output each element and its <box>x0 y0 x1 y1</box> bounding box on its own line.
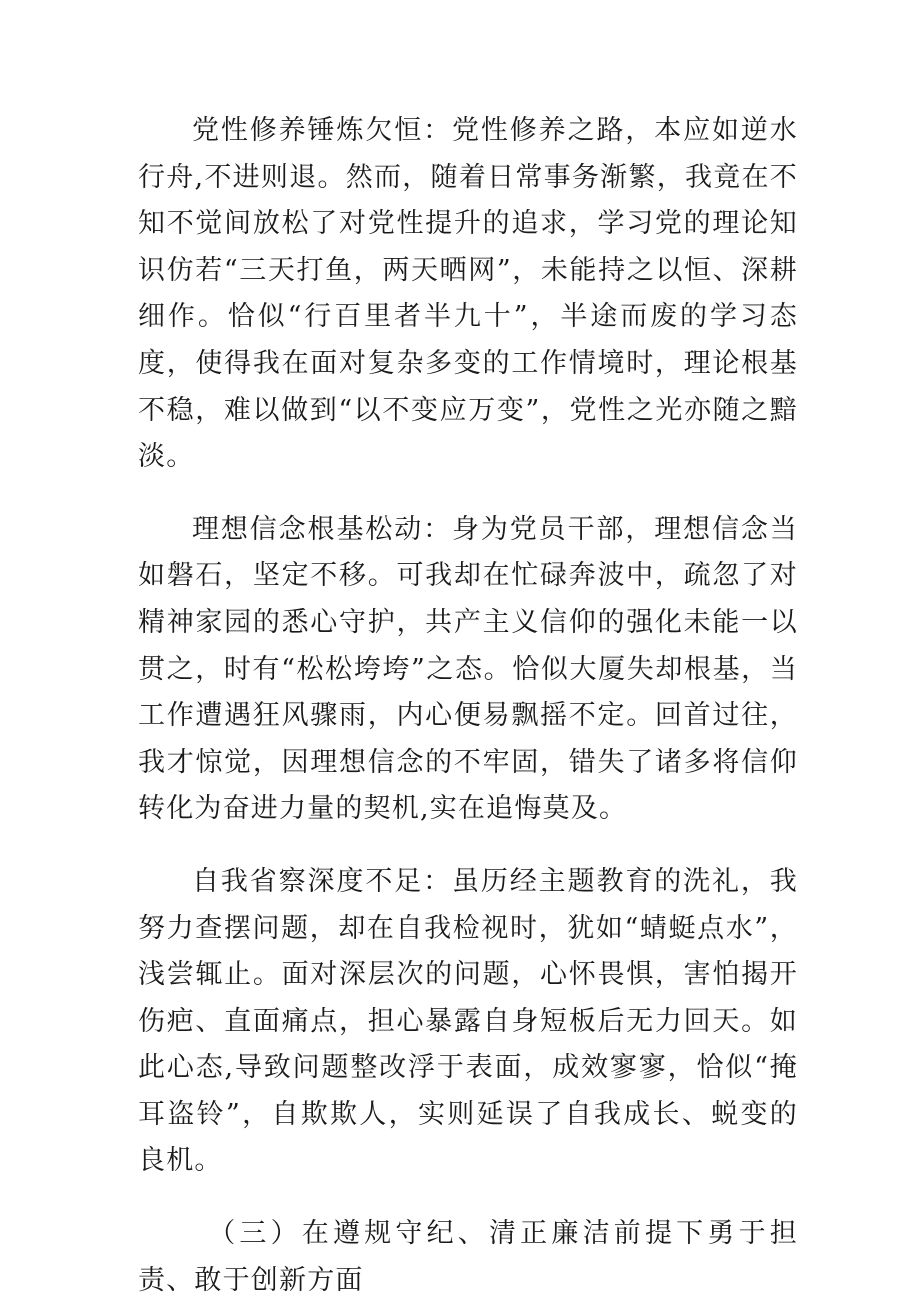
paragraph-party-spirit: 党性修养锤炼欠恒：党性修养之路，本应如逆水行舟,不进则退。然而，随着日常事务渐繁，我竟在不知不觉间放松了对党性提升的追求，学习党的理论知识仿若“三天打鱼，两天晒网”，未能持之以恒、深耕细作。恰似“行百里者半九十”，半途而废的学习态度，使得我在面对复杂多变的工作情境时，理论根基不稳，难以做到“以不变应万变”，党性之光亦随之黯淡。 <box>138 115 798 473</box>
section-heading-three: （三）在遵规守纪、清正廉洁前提下勇于担责、敢于创新方面 <box>138 1218 798 1296</box>
paragraph-ideals-beliefs: 理想信念根基松动：身为党员干部，理想信念当如磐石，坚定不移。可我却在忙碌奔波中，疏忽了对精神家园的悉心守护，共产主义信仰的强化未能一以贯之，时有“松松垮垮”之态。恰似大厦失却根基，当工作遭遇狂风骤雨，内心便易飘摇不定。回首过往，我才惊觉，因理想信念的不牢固，错失了诸多将信仰转化为奋进力量的契机,实在追悔莫及。 <box>138 513 798 825</box>
document-body <box>138 108 798 1304</box>
paragraph-self-examination: 自我省察深度不足：虽历经主题教育的洗礼，我努力查摆问题，却在自我检视时，犹如“蜻蜓点水”，浅尝辄止。面对深层次的问题，心怀畏惧，害怕揭开伤疤、直面痛点，担心暴露自身短板后无力回天。如此心态,导致问题整改浮于表面，成效寥寥，恰似“掩耳盗铃”，自欺欺人，实则延误了自我成长、蜕变的良机。 <box>138 865 798 1177</box>
